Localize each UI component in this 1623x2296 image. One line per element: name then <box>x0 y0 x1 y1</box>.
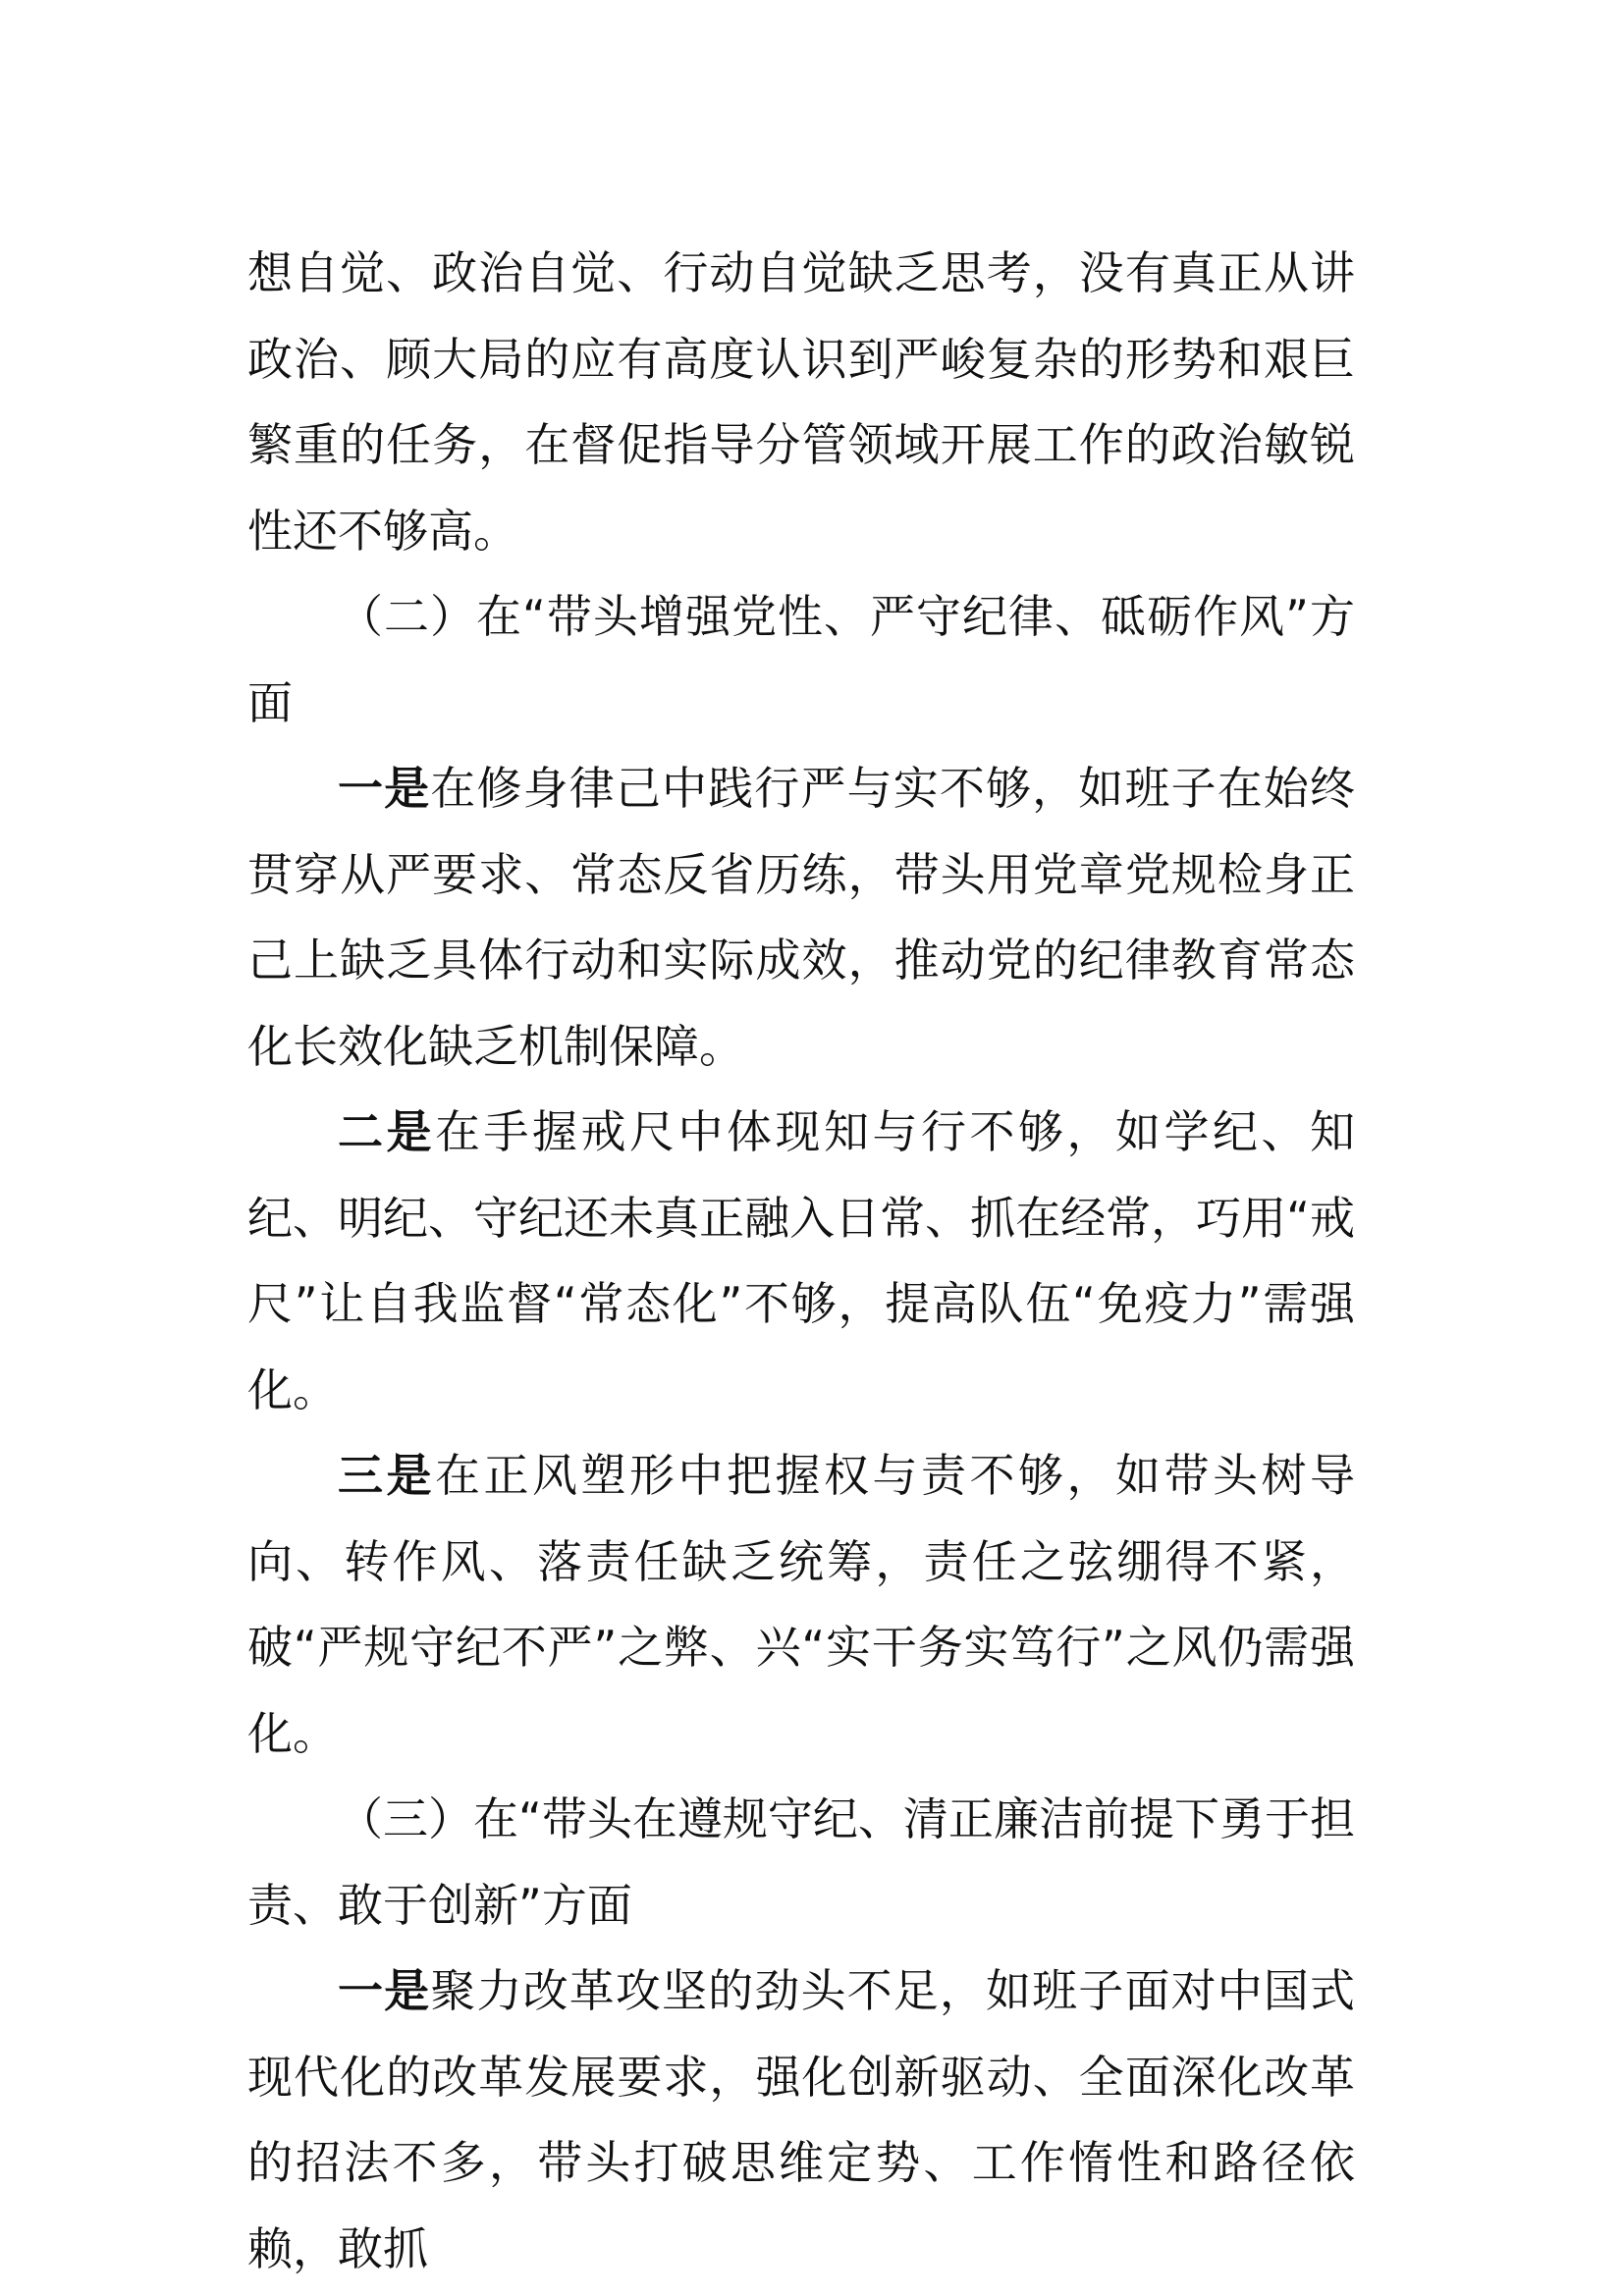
item-lead: 一是 <box>338 762 431 815</box>
section-heading-two <box>247 574 1355 746</box>
paragraph-item-two <box>247 1090 1355 1433</box>
item-lead: 一是 <box>338 1964 431 2017</box>
paragraph-text: 在手握戒尺中体现知与行不够，如学纪、知纪、明纪、守纪还未真正融入日常、抓在经常，巧用“戒尺”让自我监督“常态化”不够，提高队伍“免疫力”需强化。 <box>247 1105 1355 1416</box>
paragraph-continuation <box>247 231 1355 574</box>
paragraph-text: 在修身律己中践行严与实不够，如班子在始终贯穿从严要求、常态反省历练，带头用党章党规检身正己上缺乏具体行动和实际成效，推动党的纪律教育常态化长效化缺乏机制保障。 <box>247 762 1356 1073</box>
paragraph-text: 聚力改革攻坚的劲头不足，如班子面对中国式现代化的改革发展要求，强化创新驱动、全面深化改革的招法不多，带头打破思维定势、工作惰性和路径依赖，敢抓 <box>247 1964 1356 2275</box>
heading-text: （二）在“带头增强党性、严守纪律、砥砺作风”方面 <box>247 590 1355 729</box>
document-page <box>247 231 1355 2292</box>
item-lead: 二是 <box>338 1105 435 1158</box>
item-lead: 三是 <box>338 1449 435 1502</box>
paragraph-text: 在正风塑形中把握权与责不够，如带头树导向、转作风、落责任缺乏统筹，责任之弦绷得不紧，破“严规守纪不严”之弊、兴“实干务实笃行”之风仍需强化。 <box>247 1449 1355 1760</box>
heading-text: （三）在“带头在遵规守纪、清正廉洁前提下勇于担责、敢于创新”方面 <box>247 1792 1355 1932</box>
paragraph-item-one-section-three <box>247 1949 1355 2292</box>
paragraph-item-three <box>247 1433 1355 1777</box>
section-heading-three <box>247 1777 1355 1949</box>
paragraph-item-one <box>247 746 1355 1090</box>
paragraph-text: 想自觉、政治自觉、行动自觉缺乏思考，没有真正从讲政治、顾大局的应有高度认识到严峻复杂的形势和艰巨繁重的任务，在督促指导分管领域开展工作的政治敏锐性还不够高。 <box>247 246 1355 558</box>
